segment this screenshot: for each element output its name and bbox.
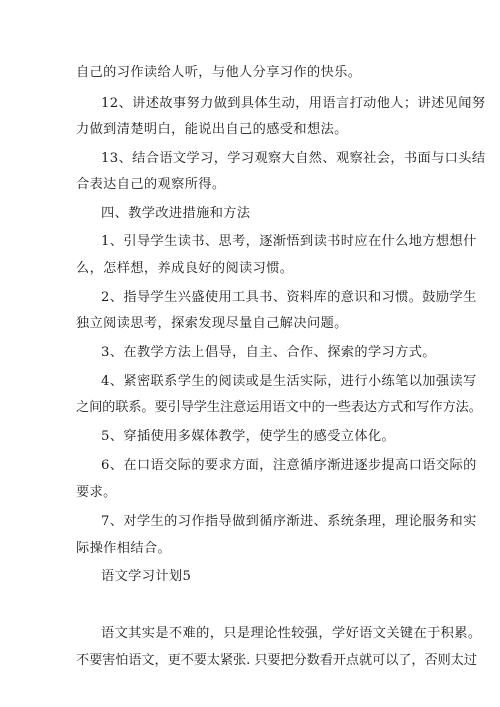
text-line: 语文其实是不难的，只是理论性较强，学好语文关键在于积累。 bbox=[101, 626, 482, 641]
text-line: 4、紧密联系学生的阅读或是生活实际，进行小练笔以加强读写 bbox=[101, 374, 477, 389]
text-line: 之间的联系。要引导学生注意运用语文中的一些表达方式和写作方法。 bbox=[76, 400, 482, 415]
text-line: 12、讲述故事努力做到具体生动，用语言打动他人；讲述见闻努 bbox=[101, 96, 486, 111]
text-line: 7、对学生的习作指导做到循序渐进、系统条理，理论服务和实 bbox=[101, 514, 477, 529]
text-line: 要求。 bbox=[76, 485, 117, 500]
text-line: 2、指导学生兴盛使用工具书、资料库的意识和习惯。鼓励学生 bbox=[101, 290, 477, 305]
section-heading: 四、教学改进措施和方法 bbox=[101, 206, 251, 221]
text-line: 力做到清楚明白，能说出自己的感受和想法。 bbox=[76, 122, 348, 137]
text-line: 6、在口语交际的要求方面，注意循序渐进逐步提高口语交际的 bbox=[101, 458, 477, 473]
text-line: 自己的习作读给人听，与他人分享习作的快乐。 bbox=[76, 65, 362, 80]
text-line: 13、结合语文学习，学习观察大自然、观察社会，书面与口头结 bbox=[101, 151, 486, 166]
text-line: 5、穿插使用多媒体教学，使学生的感受立体化。 bbox=[101, 429, 396, 444]
section-title: 语文学习计划5 bbox=[101, 569, 192, 584]
text-line: 1、引导学生读书、思考，逐渐悟到读书时应在什么地方想想什 bbox=[101, 234, 477, 249]
text-line: 合表达自己的观察所得。 bbox=[76, 177, 226, 192]
text-line: 际操作相结合。 bbox=[76, 541, 172, 556]
text-line: 独立阅读思考，探索发现尽量自己解决问题。 bbox=[76, 316, 348, 331]
text-line: 么，怎样想，养成良好的阅读习惯。 bbox=[76, 261, 294, 276]
text-line: 不要害怕语文，更不要太紧张. 只要把分数看开点就可以了，否则太过 bbox=[76, 653, 477, 668]
text-line: 3、在教学方法上倡导，自主、合作、探索的学习方式。 bbox=[101, 345, 436, 360]
